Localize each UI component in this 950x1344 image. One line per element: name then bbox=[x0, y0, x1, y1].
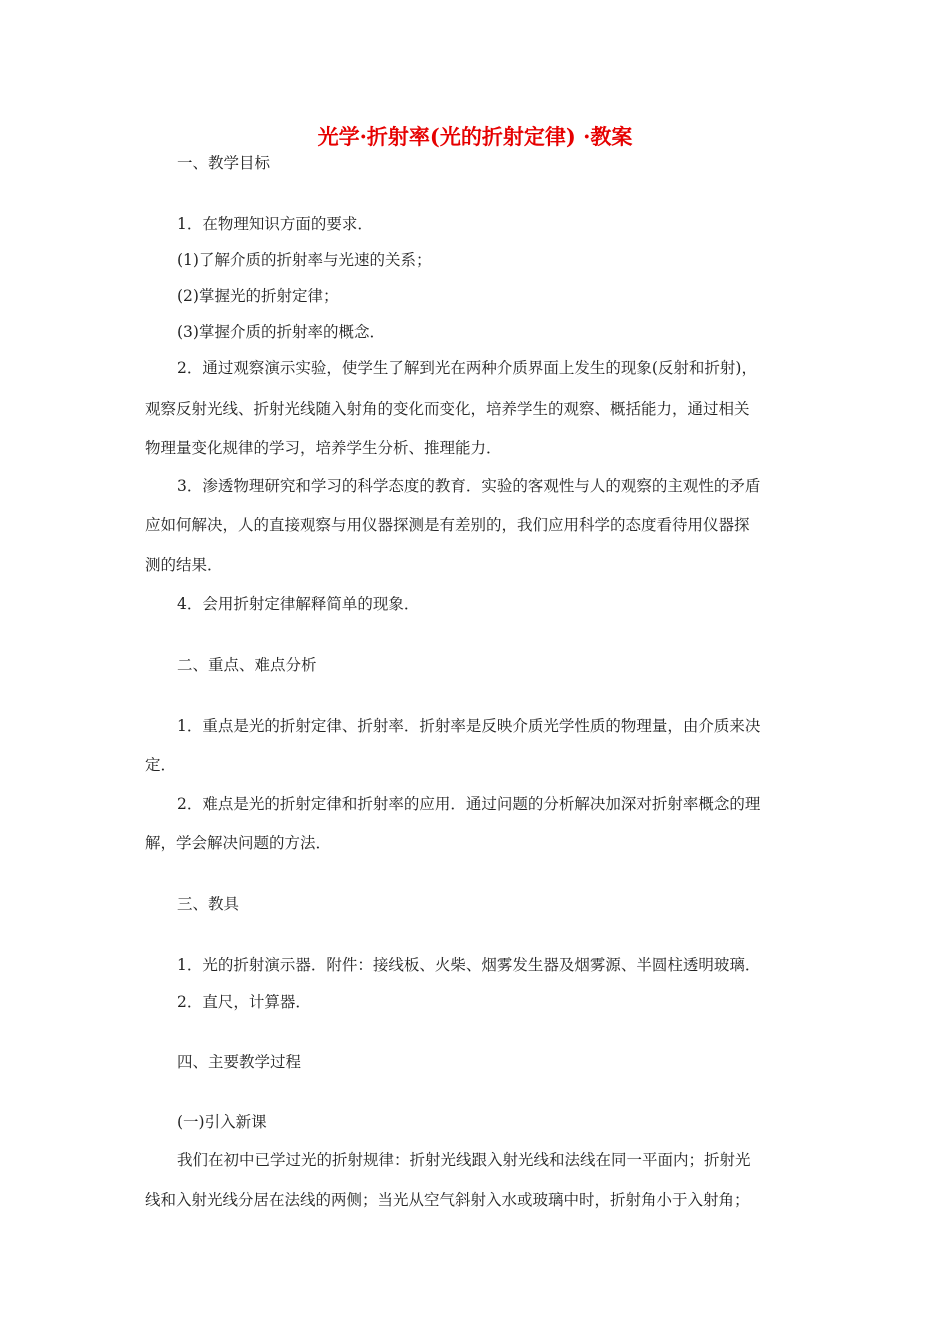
paragraph-line: 4．会用折射定律解释简单的现象． bbox=[177, 595, 420, 613]
paragraph-line: 我们在初中已学过光的折射规律：折射光线跟入射光线和法线在同一平面内；折射光 bbox=[177, 1151, 751, 1169]
section-heading-process: 四、主要教学过程 bbox=[177, 1053, 302, 1071]
paragraph-line: 解，学会解决问题的方法． bbox=[145, 834, 332, 852]
paragraph-line: 1．重点是光的折射定律、折射率．折射率是反映介质光学性质的物理量，由介质来决 bbox=[177, 717, 761, 735]
section-heading-objectives: 一、教学目标 bbox=[177, 154, 271, 172]
paragraph-line: 定． bbox=[145, 756, 177, 774]
paragraph-line: (3)掌握介质的折射率的概念． bbox=[177, 323, 385, 341]
paragraph-line: 物理量变化规律的学习，培养学生分析、推理能力． bbox=[145, 439, 502, 457]
paragraph-line: 应如何解决，人的直接观察与用仪器探测是有差别的，我们应用科学的态度看待用仪器探 bbox=[145, 516, 750, 534]
paragraph-line: 1．在物理知识方面的要求． bbox=[177, 215, 373, 233]
paragraph-line: (2)掌握光的折射定律； bbox=[177, 287, 339, 305]
paragraph-line: (1)了解介质的折射率与光速的关系； bbox=[177, 251, 432, 269]
paragraph-line: 2．直尺，计算器． bbox=[177, 993, 311, 1011]
paragraph-line: 2．难点是光的折射定律和折射率的应用．通过问题的分析解决加深对折射率概念的理 bbox=[177, 795, 761, 813]
paragraph-line: 线和入射光线分居在法线的两侧；当光从空气斜射入水或玻璃中时，折射角小于入射角； bbox=[145, 1191, 750, 1209]
paragraph-line: 2．通过观察演示实验，使学生了解到光在两种介质界面上发生的现象(反射和折射)， bbox=[177, 359, 757, 377]
paragraph-line: 1．光的折射演示器．附件：接线板、火柴、烟雾发生器及烟雾源、半圆柱透明玻璃． bbox=[177, 956, 761, 974]
section-heading-key-points: 二、重点、难点分析 bbox=[177, 656, 317, 674]
document-title: 光学·折射率(光的折射定律) ·教案 bbox=[317, 124, 633, 149]
paragraph-line: 测的结果． bbox=[145, 556, 223, 574]
section-heading-equipment: 三、教具 bbox=[177, 895, 240, 913]
paragraph-line: 观察反射光线、折射光线随入射角的变化而变化，培养学生的观察、概括能力，通过相关 bbox=[145, 400, 750, 418]
subsection-heading: (一)引入新课 bbox=[177, 1113, 267, 1131]
paragraph-line: 3．渗透物理研究和学习的科学态度的教育．实验的客观性与人的观察的主观性的矛盾 bbox=[177, 477, 761, 495]
